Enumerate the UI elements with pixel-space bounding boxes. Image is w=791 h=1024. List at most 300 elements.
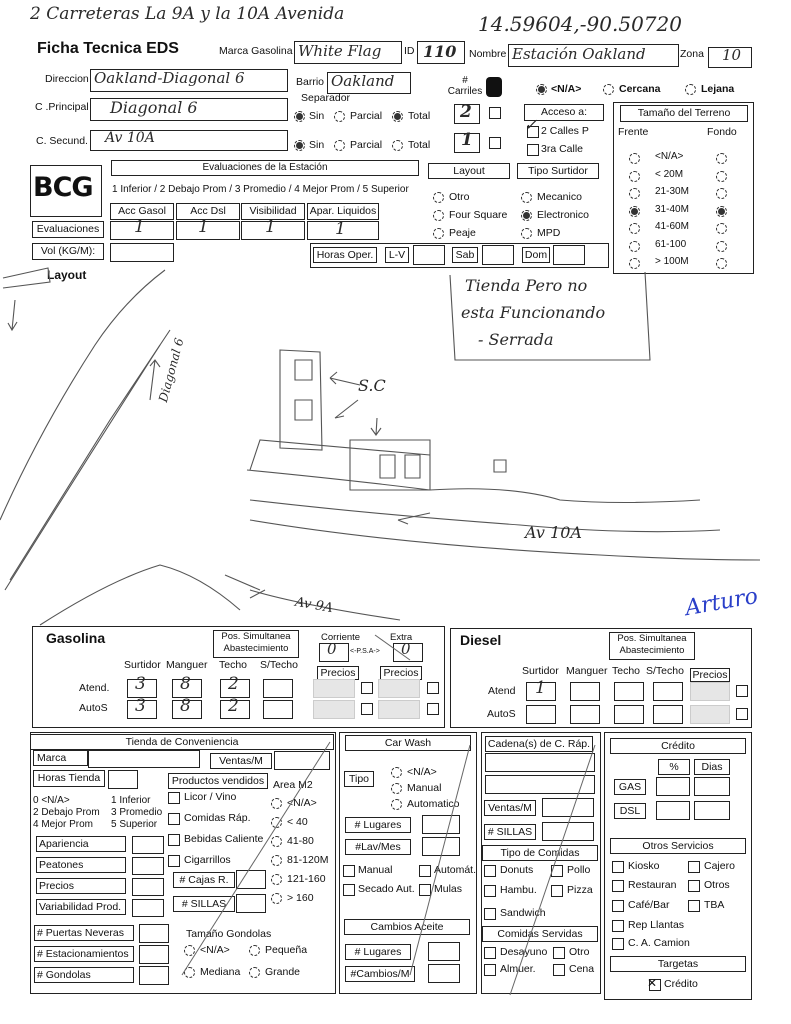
cadena-header: Cadena(s) de C. Ráp. xyxy=(485,736,593,752)
direccion-label: Direccion xyxy=(45,73,89,85)
sc-label: S.C xyxy=(358,376,386,395)
psa-label: <-P.S.A-> xyxy=(350,648,380,655)
tamano-option-6-label: > 100M xyxy=(655,256,689,267)
pizza-label: Pizza xyxy=(567,884,593,896)
producto-2-check[interactable] xyxy=(168,834,180,846)
layout-type-header: Layout xyxy=(428,163,510,179)
acc-dsl-header: Acc Dsl xyxy=(176,203,240,220)
scale-0: 0 <N/A> xyxy=(33,795,70,806)
fondo-option-6-radio[interactable] xyxy=(716,258,727,269)
gasolina-precio-1-1[interactable] xyxy=(313,700,355,719)
dom-field[interactable] xyxy=(553,245,585,265)
frente-option-2-radio[interactable] xyxy=(629,188,640,199)
area-option-2-label: 41-80 xyxy=(287,835,314,847)
otro-servicio-4-label: Café/Bar xyxy=(628,899,670,911)
tamano-option-3-label: 31-40M xyxy=(655,203,689,215)
carwash-lav-label: #Lav/Mes xyxy=(345,839,411,855)
carriles-secund-value: 1 xyxy=(461,130,473,150)
cadena-sillas-label: # SILLAS xyxy=(484,824,536,840)
diesel-title: Diesel xyxy=(460,632,502,648)
dom-label: Dom xyxy=(522,247,550,263)
carriles-secund-check[interactable] xyxy=(489,137,501,149)
donuts-check[interactable] xyxy=(484,865,496,877)
gasolina-atend-label: Atend. xyxy=(79,682,110,694)
gasolina-atend-value-2: 2 xyxy=(228,674,239,694)
corriente-label: Corriente xyxy=(321,632,361,643)
carwash-manual-check[interactable] xyxy=(343,865,355,877)
tamano-option-4-label: 41-60M xyxy=(655,221,689,232)
parcial-label-2: Parcial xyxy=(350,139,383,151)
cambios-aceite-header: Cambios Aceite xyxy=(344,919,470,935)
fondo-label: Fondo xyxy=(707,126,737,138)
sandwich-label: Sandwich xyxy=(500,907,546,919)
id-label: ID xyxy=(404,45,415,57)
otro-servicio-6-label: Rep Llantas xyxy=(628,919,685,931)
credito-dsl-pct-field[interactable] xyxy=(656,801,690,820)
puertas-label: # Puertas Neveras xyxy=(34,925,134,941)
apar-liquidos-value: 1 xyxy=(335,219,346,239)
diesel-precio-0[interactable] xyxy=(690,682,730,701)
otros-servicios-header: Otros Servicios xyxy=(610,838,746,854)
estacionamientos-field[interactable] xyxy=(139,945,169,964)
cadena-name-field-1[interactable] xyxy=(485,753,595,772)
layout-peaje-label: Peaje xyxy=(449,227,476,239)
nombre-value: Estación Oakland xyxy=(512,45,646,63)
carwash-secado-check[interactable] xyxy=(343,884,355,896)
total-label-1: Total xyxy=(408,110,431,122)
productos-vendidos-header: Productos vendidos xyxy=(168,773,268,789)
area-option-0-radio[interactable] xyxy=(271,798,282,809)
cena-label: Cena xyxy=(569,963,595,975)
layout-four-square-radio[interactable] xyxy=(433,210,444,221)
area-option-4-label: 121-160 xyxy=(287,873,326,885)
acc-gasol-header: Acc Gasol xyxy=(110,203,174,220)
otro-servicio-1-label: Cajero xyxy=(704,860,735,872)
gondola-size-3-radio[interactable] xyxy=(249,967,260,978)
otro-servicio-3-check[interactable] xyxy=(688,880,700,892)
proximidad-na-label: <N/A> xyxy=(551,83,582,95)
area-option-1-label: < 40 xyxy=(287,816,308,828)
tamano-gondolas-label: Tamaño Gondolas xyxy=(186,928,272,940)
surtidor-mecanico-label: Mecanico xyxy=(537,191,582,203)
diesel-precio-1-check[interactable] xyxy=(736,708,748,720)
producto-3-label: Cigarrillos xyxy=(184,854,231,866)
diesel-cell-1-1[interactable] xyxy=(570,705,600,724)
gasolina-precio-2-1-check[interactable] xyxy=(427,703,439,715)
evaluaciones-row-label: Evaluaciones xyxy=(32,221,104,238)
area-option-1-radio[interactable] xyxy=(271,817,282,828)
diesel-col-techo: Techo xyxy=(612,665,641,677)
frente-label: Frente xyxy=(618,126,649,138)
zona-value: 10 xyxy=(722,46,742,64)
area-option-2-radio[interactable] xyxy=(271,836,282,847)
bcg-logo: BCG xyxy=(33,172,93,203)
traffic-light-icon xyxy=(486,77,502,97)
sandwich-check[interactable] xyxy=(484,908,496,920)
surtidor-mecanico-radio[interactable] xyxy=(521,192,532,203)
cajas-label: # Cajas R. xyxy=(173,872,235,888)
gasolina-col-techo: Techo xyxy=(219,659,248,671)
comidas-servidas-header: Comidas Servidas xyxy=(482,926,598,942)
tipo-comidas-header: Tipo de Comidas xyxy=(482,845,598,861)
credito-gas-label: GAS xyxy=(614,779,646,795)
producto-1-label: Comidas Ráp. xyxy=(184,812,251,824)
form-title: Ficha Tecnica EDS xyxy=(37,40,179,57)
layout-note-line-1: Tienda Pero no xyxy=(465,276,588,295)
tienda-eval-3-field[interactable] xyxy=(132,899,164,917)
carwash-manual-radio[interactable] xyxy=(391,783,402,794)
carwash-automatico-radio[interactable] xyxy=(391,799,402,810)
acceso-2-calles-label: 2 Calles P xyxy=(541,125,589,137)
pollo-label: Pollo xyxy=(567,864,591,876)
gasolina-precio-2-0-check[interactable] xyxy=(427,682,439,694)
diesel-autos-label: AutoS xyxy=(487,708,516,720)
otro-servicio-7-check[interactable] xyxy=(612,938,624,950)
frente-option-1-radio[interactable] xyxy=(629,171,640,182)
carwash-lugares-label: # Lugares xyxy=(345,817,411,833)
fondo-option-2-radio[interactable] xyxy=(716,188,727,199)
separador-principal-total-radio[interactable] xyxy=(392,111,403,122)
otro-servicio-3-label: Otros xyxy=(704,879,730,891)
carwash-automat-check[interactable] xyxy=(419,865,431,877)
gasolina-cell-1-3[interactable] xyxy=(263,700,293,719)
gondolas-label: # Gondolas xyxy=(34,967,134,983)
proximidad-lejana-label: Lejana xyxy=(701,83,735,95)
area-option-0-label: <N/A> xyxy=(287,797,317,809)
diesel-col-manguer: Manguer xyxy=(566,665,608,677)
scale-1: 1 Inferior xyxy=(111,795,151,806)
carwash-manual-check-label: Manual xyxy=(358,864,393,876)
sab-field[interactable] xyxy=(482,245,514,265)
tienda-eval-0-label: Apariencia xyxy=(36,836,126,852)
scale-3: 3 Promedio xyxy=(111,807,163,818)
gasolina-autos-label: AutoS xyxy=(79,702,108,714)
c-secund-label: C. Secund. xyxy=(36,135,88,147)
carwash-tipo-label: Tipo xyxy=(344,771,374,787)
gasolina-col-surtidor: Surtidor xyxy=(124,659,161,671)
surtidor-mpd-radio[interactable] xyxy=(521,228,532,239)
carriles-label: # Carriles xyxy=(447,75,483,97)
cena-check[interactable] xyxy=(553,964,565,976)
producto-2-label: Bebidas Caliente xyxy=(184,833,264,845)
otro-servicio-2-label: Restauran xyxy=(628,879,677,891)
otro-servicio-5-label: TBA xyxy=(704,899,725,911)
horas-tienda-label: Horas Tienda xyxy=(33,770,105,787)
layout-note-line-2: esta Funcionando xyxy=(461,303,606,322)
gasolina-pos-sim-header: Pos. Simultanea Abastecimiento xyxy=(213,630,299,658)
carwash-secado-check-label: Secado Aut. xyxy=(358,883,415,895)
diesel-atend-value: 1 xyxy=(535,678,546,698)
frente-option-6-radio[interactable] xyxy=(629,258,640,269)
frente-option-5-radio[interactable] xyxy=(629,241,640,252)
fondo-option-0-radio[interactable] xyxy=(716,153,727,164)
gasolina-col-manguer: Manguer xyxy=(166,659,208,671)
carwash-automat-check-label: Automát. xyxy=(434,864,477,876)
apar-liquidos-header: Apar. Liquidos xyxy=(307,203,379,220)
proximidad-lejana-radio[interactable] xyxy=(685,84,696,95)
tienda-eval-0-field[interactable] xyxy=(132,836,164,854)
lv-field[interactable] xyxy=(413,245,445,265)
donuts-label: Donuts xyxy=(500,864,534,876)
surtidor-electronico-radio[interactable] xyxy=(521,210,532,221)
vol-field[interactable] xyxy=(110,243,174,262)
cajas-field[interactable] xyxy=(236,870,266,889)
total-label-2: Total xyxy=(408,139,431,151)
producto-0-label: Licor / Vino xyxy=(184,791,237,803)
carwash-mulas-check[interactable] xyxy=(419,884,431,896)
producto-3-check[interactable] xyxy=(168,855,180,867)
gondola-size-0-label: <N/A> xyxy=(200,944,230,956)
sillas-field[interactable] xyxy=(236,894,266,913)
c-secund-value: Av 10A xyxy=(105,130,155,146)
diesel-precio-1[interactable] xyxy=(690,705,730,724)
tipo-surtidor-header: Tipo Surtidor xyxy=(517,163,599,179)
diesel-cell-1-2[interactable] xyxy=(614,705,644,724)
acc-dsl-value: 1 xyxy=(198,217,209,237)
gasolina-precio-1-0-check[interactable] xyxy=(361,682,373,694)
desayuno-check[interactable] xyxy=(484,947,496,959)
fondo-option-5-radio[interactable] xyxy=(716,241,727,252)
credito-dsl-label: DSL xyxy=(614,803,646,819)
targetas-header: Targetas xyxy=(610,956,746,972)
cambios-lugares-label: # Lugares xyxy=(345,944,411,960)
credito-dsl-dias-field[interactable] xyxy=(694,801,730,820)
layout-otro-label: Otro xyxy=(449,191,470,203)
gondola-size-1-radio[interactable] xyxy=(249,945,260,956)
fondo-option-1-radio[interactable] xyxy=(716,171,727,182)
evaluaciones-scale: 1 Inferior / 2 Debajo Prom / 3 Promedio / 4 Mejor Prom / 5 Superior xyxy=(112,184,409,195)
c-principal-label: C .Principal xyxy=(35,101,89,113)
tienda-marca-field[interactable] xyxy=(88,750,200,768)
frente-option-0-radio[interactable] xyxy=(629,153,640,164)
diesel-cell-0-3[interactable] xyxy=(653,682,683,701)
extra-value: 0 xyxy=(401,640,411,658)
credito-gas-dias-field[interactable] xyxy=(694,777,730,796)
otro-servicio-1-check[interactable] xyxy=(688,861,700,873)
diesel-cell-1-0[interactable] xyxy=(526,705,556,724)
c-principal-value: Diagonal 6 xyxy=(110,98,198,117)
carwash-na-label: <N/A> xyxy=(407,766,437,778)
horas-tienda-field[interactable] xyxy=(108,770,138,789)
layout-otro-radio[interactable] xyxy=(433,192,444,203)
tamano-option-1-label: < 20M xyxy=(655,168,684,180)
tienda-ventas-label: Ventas/M xyxy=(210,753,272,769)
gondola-size-2-radio[interactable] xyxy=(184,967,195,978)
tamano-terreno-header: Tamaño del Terreno xyxy=(620,105,748,122)
frente-option-4-radio[interactable] xyxy=(629,223,640,234)
acceso-3ra-calle-check[interactable] xyxy=(527,144,539,156)
gondola-size-0-radio[interactable] xyxy=(184,945,195,956)
area-option-3-radio[interactable] xyxy=(271,855,282,866)
tienda-ventas-field[interactable] xyxy=(274,751,330,770)
tienda-eval-1-label: Peatones xyxy=(36,857,126,873)
separador-secund-total-radio[interactable] xyxy=(392,140,403,151)
gasolina-autos-value-1: 8 xyxy=(180,696,191,716)
visibilidad-header: Visibilidad xyxy=(241,203,305,220)
credito-gas-pct-field[interactable] xyxy=(656,777,690,796)
fondo-option-4-radio[interactable] xyxy=(716,223,727,234)
diesel-precios-header: Precios xyxy=(690,668,730,682)
diesel-cell-0-1[interactable] xyxy=(570,682,600,701)
acc-gasol-value: 1 xyxy=(134,217,145,237)
area-option-5-radio[interactable] xyxy=(271,893,282,904)
cadena-ventas-field[interactable] xyxy=(542,798,594,817)
nombre-label: Nombre xyxy=(469,48,507,60)
barrio-label: Barrio xyxy=(296,76,325,88)
credito-pct-header: % xyxy=(658,759,690,775)
almuer-check[interactable] xyxy=(484,964,496,976)
otro-check[interactable] xyxy=(553,947,565,959)
gasolina-precio-2-0[interactable] xyxy=(378,679,420,698)
layout-note-line-3: - Serrada xyxy=(478,330,554,349)
gasolina-precio-1-1-check[interactable] xyxy=(361,703,373,715)
separador-label: Separador xyxy=(301,92,351,104)
area-option-3-label: 81-120M xyxy=(287,854,329,866)
tamano-option-0-label: <N/A> xyxy=(655,151,684,162)
av-9a-label: Av 9A xyxy=(293,594,335,617)
surtidor-mpd-label: MPD xyxy=(537,227,561,239)
producto-1-check[interactable] xyxy=(168,813,180,825)
scale-2: 2 Debajo Prom xyxy=(33,807,100,818)
pollo-check[interactable] xyxy=(551,865,563,877)
id-value: 110 xyxy=(423,42,457,61)
scale-4: 4 Mejor Prom xyxy=(33,819,94,830)
separador-principal-sin-radio[interactable] xyxy=(294,111,305,122)
horas-oper-label: Horas Oper. xyxy=(313,247,377,263)
tienda-eval-3-label: Variabilidad Prod. xyxy=(36,899,126,915)
gondola-size-2-label: Mediana xyxy=(200,966,241,978)
av-10a-label: Av 10A xyxy=(525,523,582,542)
pizza-check[interactable] xyxy=(551,885,563,897)
diagonal-6-label: Diagonal 6 xyxy=(156,336,187,404)
tienda-header: Tienda de Conveniencia xyxy=(30,734,334,750)
cadena-ventas-label: Ventas/M xyxy=(484,800,536,816)
cambios-mes-field[interactable] xyxy=(428,964,460,983)
sab-label: Sab xyxy=(452,247,478,263)
otro-label: Otro xyxy=(569,946,590,958)
otro-servicio-6-check[interactable] xyxy=(612,920,624,932)
tienda-eval-2-label: Precios xyxy=(36,878,126,894)
diesel-cell-0-2[interactable] xyxy=(614,682,644,701)
cadena-name-field-2[interactable] xyxy=(485,775,595,794)
carwash-lav-field[interactable] xyxy=(422,837,460,856)
sin-label-2: Sin xyxy=(309,139,325,151)
almuer-label: Almuer. xyxy=(500,963,536,975)
frente-option-3-radio[interactable] xyxy=(629,206,640,217)
marca-gasolina-label: Marca Gasolina xyxy=(219,45,293,57)
tienda-eval-2-field[interactable] xyxy=(132,878,164,896)
carwash-automatico-label: Automatico xyxy=(407,798,460,810)
otro-servicio-4-check[interactable] xyxy=(612,900,624,912)
vol-row-label: Vol (KG/M): xyxy=(32,243,104,260)
credito-dias-header: Dias xyxy=(694,759,730,775)
gasolina-cell-0-3[interactable] xyxy=(263,679,293,698)
visibilidad-value: 1 xyxy=(265,217,276,237)
hambu-label: Hambu. xyxy=(500,884,537,896)
gondola-size-3-label: Grande xyxy=(265,966,301,978)
acceso-3ra-calle-label: 3ra Calle xyxy=(541,143,584,155)
gasolina-precios-1-header: Precios xyxy=(317,666,359,680)
puertas-field[interactable] xyxy=(139,924,169,943)
estacionamientos-label: # Estacionamientos xyxy=(34,946,134,962)
area-option-5-label: > 160 xyxy=(287,892,314,904)
cadena-sillas-field[interactable] xyxy=(542,822,594,841)
handwritten-roads-note: 2 Carreteras La 9A y la 10A Avenida xyxy=(30,4,345,24)
carriles-principal-value: 2 xyxy=(460,102,472,122)
carwash-lugares-field[interactable] xyxy=(422,815,460,834)
otro-servicio-5-check[interactable] xyxy=(688,900,700,912)
gasolina-autos-value-2: 2 xyxy=(228,696,239,716)
layout-four-square-label: Four Square xyxy=(449,209,508,221)
layout-section-label: Layout xyxy=(47,268,87,282)
signature: Arturo xyxy=(683,583,760,622)
hambu-check[interactable] xyxy=(484,885,496,897)
tamano-option-2-label: 21-30M xyxy=(655,186,689,197)
targeta-credito-label: Crédito xyxy=(664,978,698,990)
diesel-cell-1-3[interactable] xyxy=(653,705,683,724)
marca-gasolina-value: White Flag xyxy=(298,42,382,60)
carwash-header: Car Wash xyxy=(345,735,471,751)
proximidad-cercana-radio[interactable] xyxy=(603,84,614,95)
extra-label: Extra xyxy=(390,632,413,643)
tienda-eval-1-field[interactable] xyxy=(132,857,164,875)
otro-servicio-2-check[interactable] xyxy=(612,880,624,892)
producto-0-check[interactable] xyxy=(168,792,180,804)
gasolina-atend-value-1: 8 xyxy=(180,674,191,694)
evaluaciones-header: Evaluaciones de la Estación xyxy=(111,160,419,176)
lv-label: L-V xyxy=(385,247,409,263)
otro-servicio-0-check[interactable] xyxy=(612,861,624,873)
tienda-marca-label: Marca xyxy=(33,750,88,766)
carriles-principal-check[interactable] xyxy=(489,107,501,119)
corriente-value: 0 xyxy=(327,640,337,658)
diesel-col-surtidor: Surtidor xyxy=(522,665,559,677)
layout-peaje-radio[interactable] xyxy=(433,228,444,239)
carwash-mulas-check-label: Mulas xyxy=(434,883,463,895)
desayuno-label: Desayuno xyxy=(500,946,548,958)
gasolina-title: Gasolina xyxy=(46,630,106,646)
barrio-value: Oakland xyxy=(331,72,395,90)
sin-label-1: Sin xyxy=(309,110,325,122)
cambios-lugares-field[interactable] xyxy=(428,942,460,961)
separador-secund-parcial-radio[interactable] xyxy=(334,140,345,151)
gasolina-precios-2-header: Precios xyxy=(380,666,422,680)
cambios-mes-label: #Cambios/M xyxy=(345,966,415,982)
separador-secund-sin-radio[interactable] xyxy=(294,140,305,151)
tamano-option-5-label: 61-100 xyxy=(655,238,687,250)
otro-servicio-7-label: C. A. Camion xyxy=(628,937,690,949)
targeta-credito-mark: ✕ xyxy=(647,976,658,990)
scale-5: 5 Superior xyxy=(111,819,158,830)
area-option-4-radio[interactable] xyxy=(271,874,282,885)
gasolina-precio-1-0[interactable] xyxy=(313,679,355,698)
fondo-option-3-radio[interactable] xyxy=(716,206,727,217)
acceso-header: Acceso a: xyxy=(524,104,604,121)
gondolas-field[interactable] xyxy=(139,966,169,985)
gondola-size-1-label: Pequeña xyxy=(265,944,308,956)
carwash-na-radio[interactable] xyxy=(391,767,402,778)
diesel-atend-label: Atend xyxy=(488,685,516,697)
separador-principal-parcial-radio[interactable] xyxy=(334,111,345,122)
acceso-2-calles-mark: ✓ xyxy=(524,115,538,134)
sillas-label: # SILLAS xyxy=(173,896,235,912)
credito-header: Crédito xyxy=(610,738,746,754)
diesel-precio-0-check[interactable] xyxy=(736,685,748,697)
gasolina-precio-2-1[interactable] xyxy=(378,700,420,719)
parcial-label-1: Parcial xyxy=(350,110,383,122)
proximidad-na-radio[interactable] xyxy=(536,84,547,95)
gasolina-atend-value-0: 3 xyxy=(135,674,146,694)
